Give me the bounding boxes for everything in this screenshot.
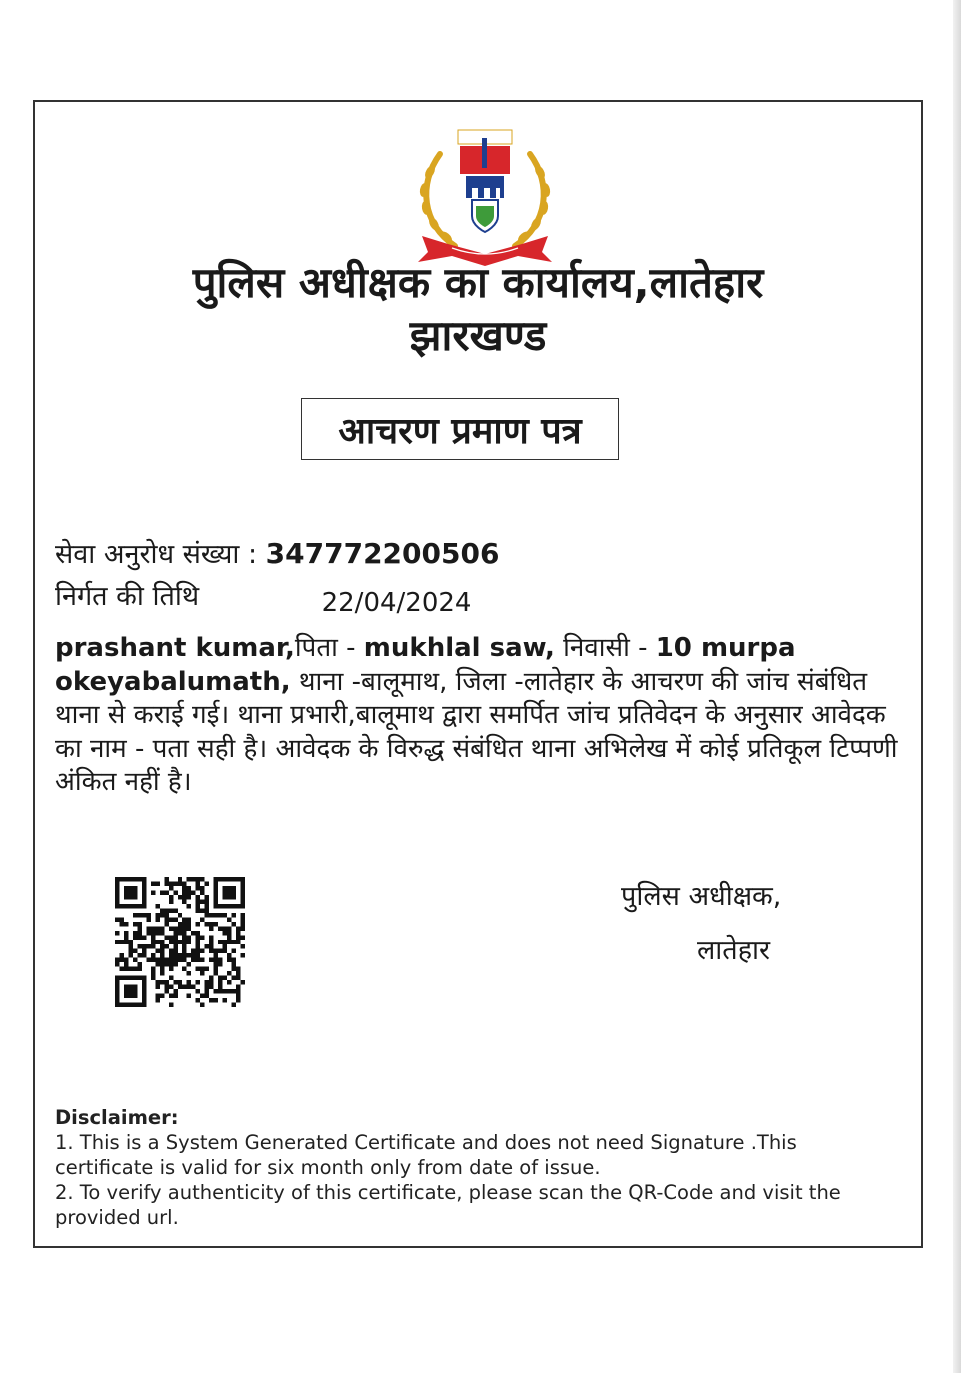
father-name: mukhlal saw, (363, 633, 555, 663)
office-title: पुलिस अधीक्षक का कार्यालय,लातेहार (192, 258, 764, 307)
page-edge-shadow (953, 0, 961, 1373)
disclaimer-heading: Disclaimer: (55, 1106, 179, 1129)
issue-date-label: निर्गत की तिथि (55, 581, 200, 612)
issue-date-value: 22/04/2024 (321, 588, 472, 618)
certificate-body (55, 632, 905, 800)
signature-place: लातेहार (697, 935, 771, 966)
disclaimer-line-1: 1. This is a System Generated Certificate and does not need Signature .This certificate is valid for six month only from date of issue. (55, 1131, 797, 1179)
certificate (33, 100, 923, 1248)
state-title: झारखण्ड (409, 311, 547, 360)
document-title: आचरण प्रमाण पत्र (301, 398, 619, 460)
address-label: निवासी - (554, 633, 656, 663)
disclaimer-line-2: 2. To verify authenticity of this certificate, please scan the QR-Code and visit the provided url. (55, 1181, 841, 1229)
qr-code-icon[interactable] (115, 877, 245, 1007)
applicant-address: 10 murpa okeyabalumath, (55, 633, 796, 697)
service-request-label: सेवा अनुरोध संख्या : (55, 539, 258, 570)
father-label: पिता - (294, 633, 364, 663)
certificate-statement: थाना -बालूमाथ, जिला -लातेहार के आचरण की जांच संबंधित थाना से कराई गई। थाना प्रभारी,बालूमाथ द्वारा समर्पित जांच प्रतिवेदन के अनुसार आवेदक का नाम - पता सही है। आवेदक के विरुद्ध संबंधित थाना अभिलेख में कोई प्रतिकूल टिप्पणी अंकित नहीं है। (55, 666, 898, 797)
service-request-row (55, 534, 499, 571)
service-request-number: 347772200506 (265, 537, 500, 570)
applicant-name: prashant kumar, (55, 633, 295, 663)
disclaimer (55, 1105, 895, 1230)
issue-date-row (55, 576, 472, 618)
signature-title: पुलिस अधीक्षक, (621, 881, 782, 912)
jharkhand-police-emblem-icon (400, 124, 570, 274)
signature-block (621, 870, 781, 978)
